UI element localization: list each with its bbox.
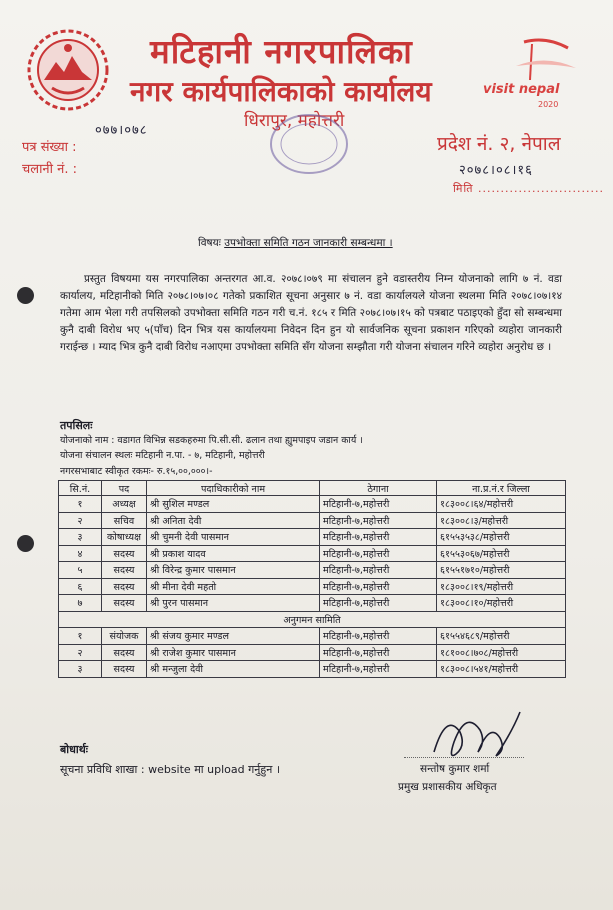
table-cell: श्री राजेश कुमार पासमान [147, 644, 320, 661]
table-cell: मटिहानी-७,महोत्तरी [320, 595, 437, 612]
table-cell: संयोजक [102, 628, 147, 645]
table-cell: अध्यक्ष [102, 496, 147, 513]
signature-line [404, 757, 524, 758]
monitoring-committee-heading-row [59, 611, 566, 628]
table-cell: मटिहानी-७,महोत्तरी [320, 661, 437, 678]
table-cell: मटिहानी-७,महोत्तरी [320, 529, 437, 546]
signature-icon [426, 702, 526, 768]
table-cell: १ [59, 496, 102, 513]
table-cell: सदस्य [102, 661, 147, 678]
table-cell: मटिहानी-७,महोत्तरी [320, 512, 437, 529]
copy-to-heading: बोधार्थः [60, 743, 88, 756]
table-cell: १८३००८।५४१/महोत्तरी [437, 661, 566, 678]
table-cell: ५ [59, 562, 102, 579]
table-row [59, 595, 566, 612]
punch-hole [17, 535, 34, 552]
column-header: सि.नं. [59, 481, 102, 496]
table-cell: मटिहानी-७,महोत्तरी [320, 628, 437, 645]
table-cell: श्री चुमनी देवी पासमान [147, 529, 320, 546]
monitoring-committee-title: अनुगमन सामिति [59, 611, 566, 628]
letter-number-value: ०७७।०७८ [95, 123, 148, 138]
date-label: मिति ............................ [453, 182, 604, 195]
table-row [59, 578, 566, 595]
signatory-name: सन्तोष कुमार शर्मा [420, 763, 490, 775]
table-cell: मटिहानी-७,महोत्तरी [320, 496, 437, 513]
table-row [59, 661, 566, 678]
table-row [59, 496, 566, 513]
visit-nepal-logo-text: visit nepal [483, 82, 560, 97]
copy-to-body: सूचना प्रविधि शाखा : website मा upload गर्नुहुन । [60, 763, 280, 776]
table-cell: ४ [59, 545, 102, 562]
table-cell: श्री मन्जुला देवी [147, 661, 320, 678]
table-cell: सदस्य [102, 644, 147, 661]
table-cell: मटिहानी-७,महोत्तरी [320, 562, 437, 579]
table-cell: ३ [59, 661, 102, 678]
table-cell: १८३००८।३/महोत्तरी [437, 512, 566, 529]
subject-line [198, 236, 393, 250]
table-cell: सदस्य [102, 595, 147, 612]
table-cell: १८३००८।६४/महोत्तरी [437, 496, 566, 513]
table-header-row [59, 481, 566, 496]
project-name: योजनाको नाम : वडागत विभिन्न सडकहरुमा पि.सी.सी. ढलान तथा ह्युमपाइप जडान कार्य । [60, 435, 363, 446]
table-cell: ६१५५३०६७/महोत्तरी [437, 545, 566, 562]
table-row [59, 529, 566, 546]
table-cell: सदस्य [102, 578, 147, 595]
office-name: नगर कार्यपालिकाको कार्यालय [130, 75, 432, 108]
subject-prefix: विषयः [198, 237, 221, 249]
details-heading: तपसिलः [60, 419, 93, 432]
table-cell: १८३००८।१९/महोत्तरी [437, 578, 566, 595]
province-label: प्रदेश नं. २, नेपाल [437, 133, 561, 155]
table-cell: मटिहानी-७,महोत्तरी [320, 644, 437, 661]
table-cell: श्री सुशिल मण्डल [147, 496, 320, 513]
table-cell: सदस्य [102, 562, 147, 579]
table-cell: ६ [59, 578, 102, 595]
table-row [59, 545, 566, 562]
subject-text: उपभोक्ता समिति गठन जानकारी सम्बन्धमा । [224, 237, 393, 249]
table-cell: श्री पुरन पासमान [147, 595, 320, 612]
municipality-name: मटिहानी नगरपालिका [150, 32, 413, 71]
table-cell: सचिव [102, 512, 147, 529]
table-cell: श्री विरेन्द्र कुमार पासमान [147, 562, 320, 579]
table-cell: १८३००८।१०/महोत्तरी [437, 595, 566, 612]
table-cell: श्री अनिता देवी [147, 512, 320, 529]
column-header: पदाधिकारीको नाम [147, 481, 320, 496]
column-header: ठेगाना [320, 481, 437, 496]
table-cell: मटिहानी-७,महोत्तरी [320, 578, 437, 595]
table-cell: मटिहानी-७,महोत्तरी [320, 545, 437, 562]
table-row [59, 562, 566, 579]
table-cell: श्री संजय कुमार मण्डल [147, 628, 320, 645]
nepal-emblem-icon [26, 28, 110, 112]
column-header: पद [102, 481, 147, 496]
table-cell: ३ [59, 529, 102, 546]
table-cell: कोषाध्यक्ष [102, 529, 147, 546]
committee-table [58, 480, 566, 678]
table-cell: सदस्य [102, 545, 147, 562]
table-cell: २ [59, 512, 102, 529]
table-cell: श्री प्रकाश यादव [147, 545, 320, 562]
visit-nepal-logo-year: 2020 [538, 100, 559, 109]
table-cell: ६१५५४६८९/महोत्तरी [437, 628, 566, 645]
date-value: २०७८।०८।१६ [459, 163, 533, 178]
table-cell: ६१५५१७१०/महोत्तरी [437, 562, 566, 579]
table-cell: ७ [59, 595, 102, 612]
office-location: धिरापुर, महोत्तरी [244, 111, 345, 131]
letter-number-label: पत्र संख्या : [22, 140, 77, 155]
table-cell: श्री मीना देवी महतो [147, 578, 320, 595]
dispatch-number-label: चलानी नं. : [22, 162, 78, 177]
project-site: योजना संचालन स्थलः मटिहानी न.पा. - ७, मटिहानी, महोत्तरी [60, 450, 265, 461]
table-row [59, 628, 566, 645]
signatory-title: प्रमुख प्रशासकीय अधिकृत [398, 781, 497, 793]
table-cell: १ [59, 628, 102, 645]
approved-amount: नगरसभाबाट स्वीकृत रकमः- रु.१५,००,०००।- [60, 466, 213, 477]
column-header: ना.प्र.नं.र जिल्ला [437, 481, 566, 496]
table-row [59, 644, 566, 661]
office-stamp [268, 112, 350, 176]
table-cell: २ [59, 644, 102, 661]
table-cell: १८१००८।७०८/महोत्तरी [437, 644, 566, 661]
body-paragraph: प्रस्तुत विषयमा यस नगरपालिका अन्तरगत आ.व. २०७८।०७९ मा संचालन हुने वडास्तरीय निम्न योजनाको लागि ७ नं. वडा कार्यालय, मटिहानीको मिति २०७८।०७।०८ गतेको प्रकाशित सूचना अनुसार ७ नं. वडा कार्यालयले योजना स्थलमा मिति २०७८।०७।१४ गतेमा आम भेला गरी तपसिलको उपभोक्ता समिति गठन गरी च.नं. १८५ र मिति २०७८।०७।१५ को पत्रबाट पठाइएको हुँदा सो सम्बन्धमा कुनै दाबी विरोध भए ५(पाँच) दिन भित्र यस कार्यालयमा निवेदन दिन हुन यो सार्वजनिक सूचना प्रकाशन गरिएको व्यहोरा जानकारी गराईन्छ । म्याद भित्र कुनै दाबी विरोध नआएमा उपभोक्ता समिति सँग योजना सम्झौता गरी योजना संचालन गरिने व्यहोरा अनुरोध छ । [60, 273, 562, 353]
table-row [59, 512, 566, 529]
visit-nepal-logo-icon [476, 36, 586, 118]
table-cell: ६१५५३५३८/महोत्तरी [437, 529, 566, 546]
punch-hole [17, 287, 34, 304]
